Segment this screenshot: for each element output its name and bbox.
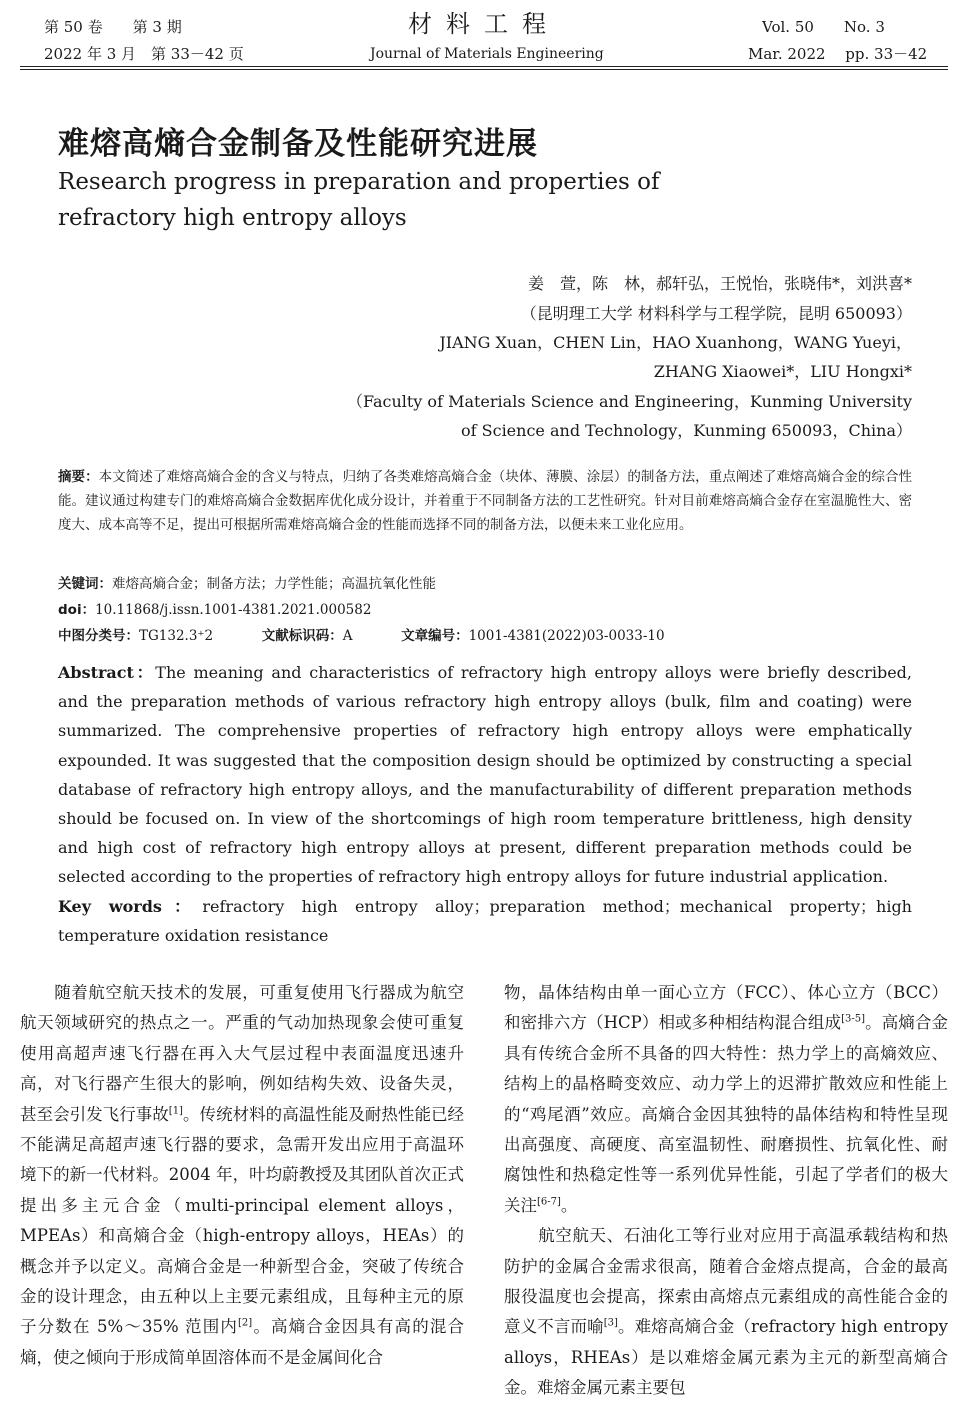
body-text: 。传统材料的高温性能及耐热性能已经不能满足高超声速飞行器的要求，急需开发出应用于高温环境下的新一代材料。2004 年，叶均蔚教授及其团队首次正式提出多主元合金（multi-principal element alloys，MPEAs）和高熵合金（high-entropy alloys，HEAs）的概念并予以定义。高熵合金是一种新型合金，突破了传统合金的设计理念，由五种以上主要元素组成，且每种主元的原子分数在 5%～35% 范围内 — [20, 1104, 465, 1337]
body-paragraph — [504, 1221, 948, 1403]
body-right-column — [504, 978, 948, 1404]
abstract-en-label: Abstract： — [58, 663, 156, 682]
authors-en-line2: ZHANG Xiaowei*，LIU Hongxi* — [653, 362, 912, 381]
doi — [58, 598, 371, 622]
body-text: 。难熔高熵合金（refractory high entropy alloys，RHEAs）是以难熔金属元素为主元的新型高熵合金。难熔金属元素主要包 — [504, 1317, 949, 1398]
paper-title-en-line2: refractory high entropy alloys — [58, 205, 407, 231]
authors-en-line1: JIANG Xuan，CHEN Lin，HAO Xuanhong，WANG Yueyi， — [439, 333, 912, 352]
citation[interactable]: [6-7] — [537, 1196, 561, 1208]
body-text: 随着航空航天技术的发展，可重复使用飞行器成为航空航天领域研究的热点之一。严重的气动加热现象会使可重复使用高超声速飞行器在再入大气层过程中表面温度迅速升高，对飞行器产生很大的影响，例如结构失效、设备失灵，甚至会引发飞行事故 — [20, 983, 464, 1124]
journal-title-cn: 材料工程 — [408, 10, 560, 38]
article-number-value: 1001-4381(2022)03-0033-10 — [468, 628, 665, 644]
doc-code-label: 文献标识码： — [261, 628, 343, 644]
abstract-en-text: The meaning and characteristics of refractory high entropy alloys were briefly described, and the preparation methods of various refractory high entropy alloys (bulk, film and coating) were summarized. The comprehensive properties of refractory high entropy alloys were emphatically expounded. It was suggested that the composition design should be optimized by constructing a special database of refractory high entropy alloys, and the manufacturability of different preparation methods should be focused on. In view of the shortcomings of high room temperature brittleness, high density and high cost of refractory high entropy alloys at present, different preparation methods could be selected according to the properties of refractory high entropy alloys for future industrial application. — [58, 663, 912, 887]
journal-title-en: Journal of Materials Engineering — [370, 46, 604, 62]
citation[interactable]: [2] — [238, 1317, 253, 1329]
clc-label: 中图分类号： — [58, 628, 139, 644]
keywords-en-label: Key words： — [58, 897, 203, 916]
affiliation-en-line1: （Faculty of Materials Science and Engineering，Kunming University — [346, 392, 912, 411]
header-volume-issue: 第 50 卷 第 3 期 — [44, 18, 182, 36]
header-date-pages: 2022 年 3 月 第 33－42 页 — [44, 45, 244, 63]
affiliation-cn: （昆明理工大学 材料科学与工程学院，昆明 650093） — [520, 304, 912, 323]
body-text: 。高熵合金具有传统合金所不具备的四大特性：热力学上的高熵效应、结构上的晶格畸变效应、动力学上的迟滞扩散效应和性能上的“鸡尾酒”效应。高熵合金因其独特的晶体结构和特性呈现出高强度、高硬度、高室温韧性、耐磨损性、抗氧化性、耐腐蚀性和热稳定性等一系列优异性能，引起了学者们的极大关注 — [504, 1013, 948, 1215]
citation[interactable]: [3-5] — [841, 1013, 865, 1025]
doi-label: doi： — [58, 602, 96, 618]
article-number-label: 文章编号： — [401, 628, 469, 644]
body-text: 航空航天、石油化工等行业对应用于高温承载结构和热防护的金属合金需求很高，随着合金熔点提高，合金的最高服役温度也会提高，探索由高熔点元素组成的高性能合金的意义不言而喻 — [504, 1226, 948, 1337]
clc-value: TG132.3⁺2 — [139, 628, 214, 644]
abstract-cn-label: 摘要： — [58, 469, 99, 485]
header-rule-thick — [20, 66, 948, 67]
abstract-cn — [58, 465, 912, 537]
doi-value: 10.11868/j.issn.1001-4381.2021.000582 — [95, 602, 372, 618]
keywords-en-text: refractory high entropy alloy；preparation method；mechanical property；high temperature oxidation resistance — [58, 897, 912, 946]
body-text: 。高熵合金因具有高的混合熵，使之倾向于形成简单固溶体而不是金属间化合 — [20, 1317, 465, 1367]
header-vol-no: Vol. 50 No. 3 — [762, 18, 885, 36]
body-text: 物，晶体结构由单一面心立方（FCC）、体心立方（BCC）和密排六方（HCP）相或多种相结构混合组成 — [504, 983, 948, 1033]
body-paragraph — [20, 978, 464, 1373]
keywords-cn-text: 难熔高熵合金；制备方法；力学性能；高温抗氧化性能 — [112, 576, 436, 592]
classification-line — [58, 624, 665, 648]
citation[interactable]: [1] — [168, 1105, 183, 1117]
body-paragraph — [504, 978, 948, 1221]
header-month-pp: Mar. 2022 pp. 33－42 — [748, 45, 928, 63]
abstract-cn-text: 本文简述了难熔高熵合金的含义与特点，归纳了各类难熔高熵合金（块体、薄膜、涂层）的制备方法，重点阐述了难熔高熵合金的综合性能。建议通过构建专门的难熔高熵合金数据库优化成分设计，并着重于不同制备方法的工艺性研究。针对目前难熔高熵合金存在室温脆性大、密度大、成本高等不足，提出可根据所需难熔高熵合金的性能而选择不同的制备方法，以便未来工业化应用。 — [58, 469, 913, 533]
keywords-cn-label: 关键词： — [58, 576, 112, 592]
abstract-en — [58, 658, 912, 892]
citation[interactable]: [3] — [603, 1317, 618, 1329]
affiliation-en-line2: of Science and Technology，Kunming 650093，China） — [461, 421, 912, 440]
header-rule-thin — [20, 69, 948, 70]
paper-title-en-line1: Research progress in preparation and properties of — [58, 169, 660, 195]
doc-code-value: A — [342, 628, 353, 644]
keywords-cn — [58, 572, 436, 596]
body-text: 。 — [560, 1195, 578, 1215]
authors-cn: 姜 萱，陈 林，郝轩弘，王悦怡，张晓伟*，刘洪喜* — [527, 274, 912, 293]
keywords-en — [58, 892, 912, 950]
paper-title-cn: 难熔高熵合金制备及性能研究进展 — [58, 126, 538, 162]
body-left-column — [20, 978, 464, 1373]
